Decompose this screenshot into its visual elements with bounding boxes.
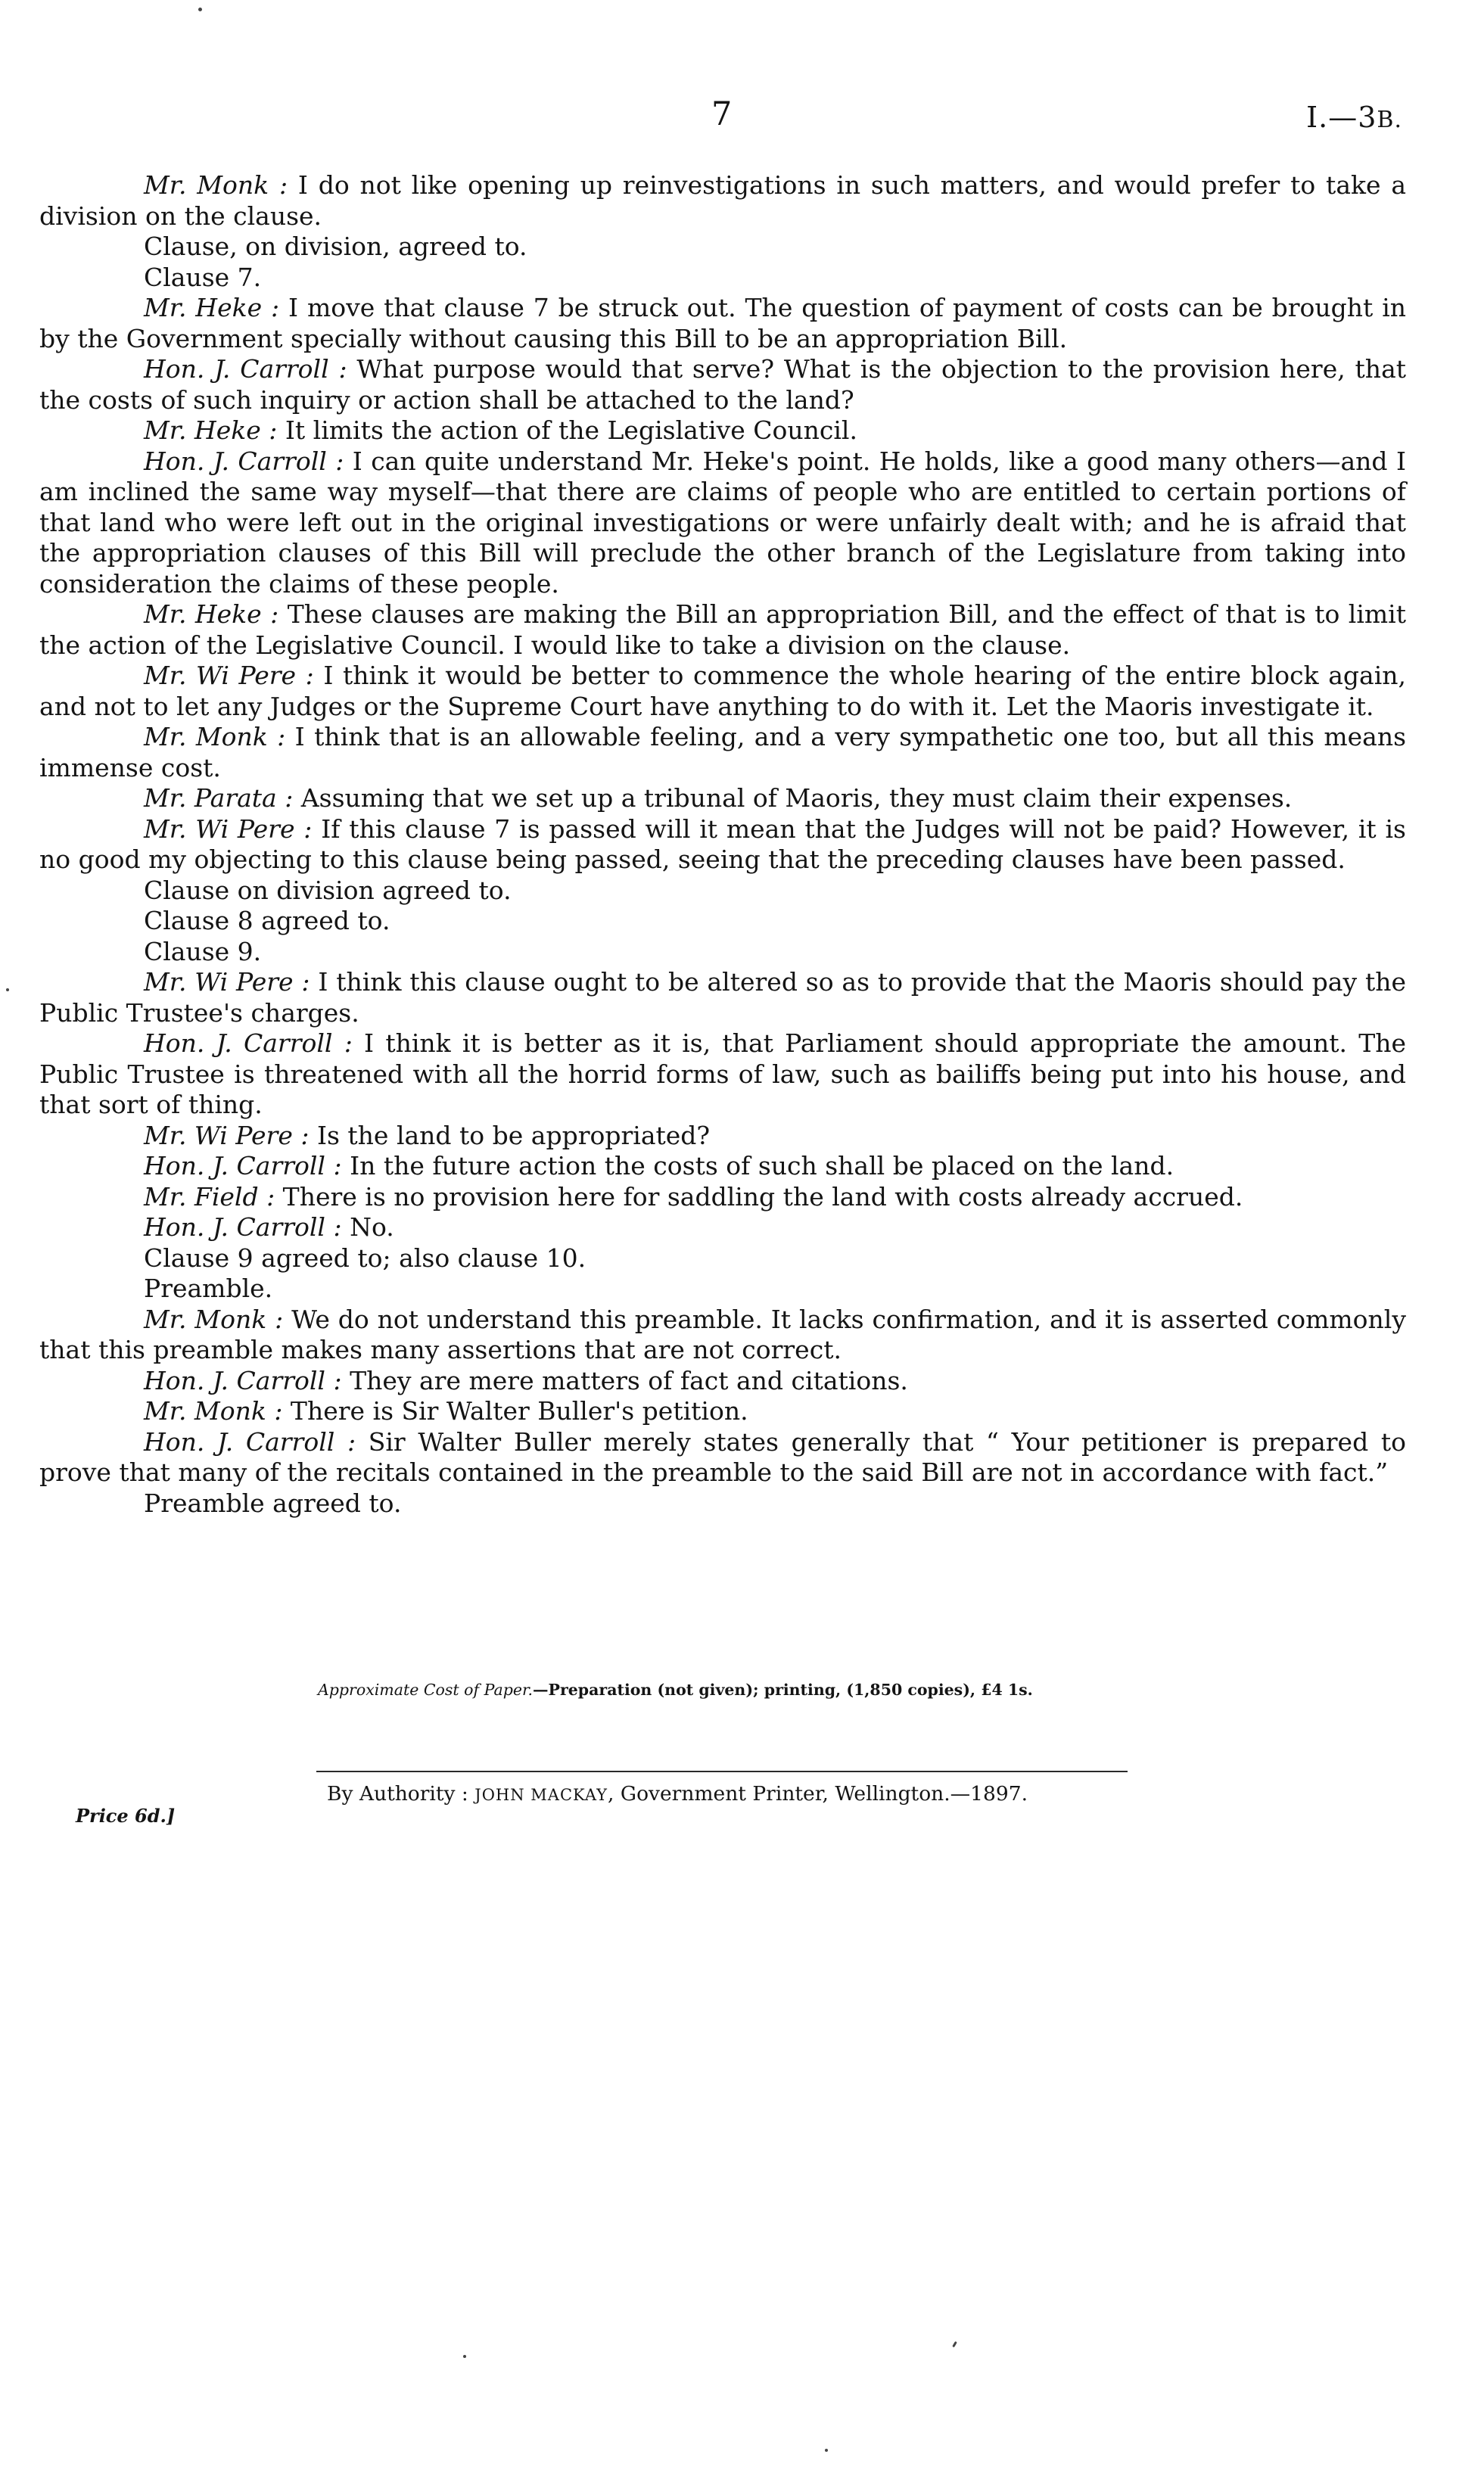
- speaker-name: Hon. J. Carroll :: [144, 1426, 356, 1457]
- document-reference-suffix: B.: [1377, 107, 1402, 133]
- printer-name: JOHN MACKAY: [474, 1786, 608, 1804]
- paragraph-text: I think this clause ought to be altered so as to provide that the Maoris should pay the Public Trustee's charges.: [39, 967, 1406, 1028]
- speech-paragraph: [39, 661, 1406, 722]
- procedure-paragraph: [39, 263, 1406, 294]
- document-reference: [1306, 100, 1402, 138]
- paragraph-text: No.: [341, 1212, 394, 1242]
- speech-paragraph: [39, 170, 1406, 232]
- speech-paragraph: [39, 1396, 1406, 1427]
- paragraph-text: We do not understand this preamble. It lacks confirmation, and it is asserted commonly that this preamble makes many assertions that are not correct.: [39, 1304, 1406, 1364]
- paragraph-text: If this clause 7 is passed will it mean that the Judges will not be paid? However, it is no good my objecting to this clause being passed, seeing that the preceding clauses have been passed.: [39, 813, 1406, 874]
- scan-speck: [6, 988, 9, 991]
- speaker-name: Hon. J. Carroll :: [144, 1151, 342, 1180]
- scan-speck: [825, 2449, 828, 2452]
- speaker-name: Mr. Wi Pere :: [144, 1120, 310, 1150]
- paragraph-text: Preamble.: [144, 1274, 273, 1303]
- paragraph-text: Clause, on division, agreed to.: [144, 232, 527, 261]
- proceedings-text: [39, 170, 1406, 1519]
- speech-paragraph: [39, 599, 1406, 661]
- speech-paragraph: [39, 1305, 1406, 1366]
- scan-speck: [463, 2355, 466, 2358]
- paragraph-text: These clauses are making the Bill an appropriation Bill, and the effect of that is to limit the action of the Legislative Council. I would like to take a division on the clause.: [39, 599, 1406, 660]
- speaker-name: Mr. Wi Pere :: [144, 661, 314, 690]
- speaker-name: Mr. Field :: [144, 1181, 275, 1212]
- paragraph-text: I think that is an allowable feeling, and a very sympathetic one too, but all this means immense cost.: [39, 722, 1407, 782]
- paragraph-text: Sir Walter Buller merely states generally that “ Your petitioner is prepared to prove that many of the recitals contained in the preamble to the said Bill are not in accordance with fact.”: [39, 1426, 1406, 1487]
- paragraph-text: Clause 9.: [144, 936, 262, 966]
- procedure-paragraph: [39, 937, 1406, 968]
- speaker-name: Hon. J. Carroll :: [144, 446, 344, 476]
- paragraph-text: I do not like opening up reinvestigations in such matters, and would prefer to take a division on the clause.: [39, 170, 1406, 231]
- procedure-paragraph: [39, 1274, 1406, 1305]
- page-number: 7: [711, 95, 733, 133]
- paragraph-text: It limits the action of the Legislative Council.: [277, 415, 857, 445]
- speech-paragraph: [39, 783, 1406, 814]
- speech-paragraph: [39, 1121, 1406, 1152]
- speaker-name: Mr. Monk :: [144, 1304, 284, 1334]
- paragraph-text: Clause on division agreed to.: [144, 875, 512, 905]
- speaker-name: Hon. J. Carroll :: [144, 1212, 342, 1242]
- procedure-paragraph: [39, 232, 1406, 263]
- speech-paragraph: [39, 1151, 1406, 1182]
- speech-paragraph: [39, 446, 1406, 600]
- paragraph-text: Clause 7.: [144, 262, 262, 292]
- scan-speck: [952, 2341, 957, 2347]
- paragraph-text: Preamble agreed to.: [144, 1488, 402, 1518]
- paragraph-text: In the future action the costs of such shall be placed on the land.: [341, 1151, 1174, 1180]
- speech-paragraph: [39, 293, 1406, 354]
- speaker-name: Mr. Monk :: [144, 722, 286, 751]
- speaker-name: Mr. Monk :: [144, 1396, 283, 1426]
- speech-paragraph: [39, 1028, 1406, 1121]
- paragraph-text: There is no provision here for saddling the land with costs already accrued.: [275, 1181, 1243, 1212]
- paragraph-text: There is Sir Walter Buller's petition.: [282, 1396, 748, 1426]
- paragraph-text: Is the land to be appropriated?: [309, 1120, 711, 1150]
- imprint-prefix: By Authority :: [327, 1782, 475, 1806]
- paragraph-text: What purpose would that serve? What is the objection to the provision here, that the costs of such inquiry or action shall be attached to the land?: [39, 354, 1406, 415]
- speech-paragraph: [39, 1212, 1406, 1243]
- speech-paragraph: [39, 722, 1406, 783]
- speech-paragraph: [39, 1182, 1406, 1213]
- scan-speck: [198, 8, 202, 11]
- paragraph-text: I can quite understand Mr. Heke's point. He holds, like a good many others—and I am inclined the same way myself—that there are claims of people who are entitled to certain portions of that land who were left out in the original investigations or were unfairly dealt with; and he is afraid that the appropriation clauses of this Bill will preclude the other branch of the Legislature from taking into consideration the claims of these people.: [39, 446, 1406, 599]
- procedure-paragraph: [39, 876, 1406, 907]
- imprint-suffix: , Government Printer, Wellington.—1897.: [608, 1782, 1028, 1806]
- speech-paragraph: [39, 1366, 1406, 1397]
- speech-paragraph: [39, 354, 1406, 415]
- speaker-name: Mr. Monk :: [144, 170, 288, 200]
- paragraph-text: Assuming that we set up a tribunal of Maoris, they must claim their expenses.: [293, 783, 1293, 813]
- price-note: Price 6d.]: [76, 1805, 176, 1827]
- paragraph-text: I think it would be better to commence the whole hearing of the entire block again, and not to let any Judges or the Supreme Court have anything to do with it. Let the Maoris investigate it.: [39, 661, 1406, 721]
- speaker-name: Mr. Heke :: [144, 599, 279, 629]
- paragraph-text: Clause 8 agreed to.: [144, 906, 390, 935]
- footer-rule: [316, 1771, 1128, 1772]
- paragraph-text: I move that clause 7 be struck out. The question of payment of costs can be brought in by the Government specially without causing this Bill to be an appropriation Bill.: [39, 293, 1406, 353]
- procedure-paragraph: [39, 1243, 1406, 1274]
- paragraph-text: I think it is better as it is, that Parliament should appropriate the amount. The Public Trustee is threatened with all the horrid forms of law, such as bailiffs being put into his house, and that sort of thing.: [39, 1028, 1406, 1119]
- speaker-name: Mr. Heke :: [144, 293, 280, 322]
- paragraph-text: They are mere matters of fact and citations.: [341, 1365, 908, 1395]
- speech-paragraph: [39, 967, 1406, 1028]
- speaker-name: Mr. Wi Pere :: [144, 967, 310, 997]
- printer-imprint: [327, 1781, 1028, 1808]
- speech-paragraph: [39, 1427, 1406, 1488]
- cost-note: [318, 1678, 1033, 1701]
- speaker-name: Mr. Wi Pere :: [144, 813, 313, 844]
- speaker-name: Mr. Heke :: [144, 415, 278, 445]
- speech-paragraph: [39, 415, 1406, 446]
- speaker-name: Hon. J. Carroll :: [144, 1028, 353, 1058]
- speaker-name: Hon. J. Carroll :: [144, 1365, 342, 1395]
- procedure-paragraph: [39, 906, 1406, 937]
- procedure-paragraph: [39, 1488, 1406, 1520]
- speech-paragraph: [39, 814, 1406, 876]
- speaker-name: Mr. Parata :: [144, 783, 294, 813]
- paragraph-text: Clause 9 agreed to; also clause 10.: [144, 1243, 586, 1273]
- document-reference-prefix: I.—3: [1306, 101, 1377, 134]
- cost-label: Approximate Cost of Paper.: [318, 1681, 534, 1699]
- cost-details: —Preparation (not given); printing, (1,850 copies), £4 1s.: [533, 1681, 1033, 1699]
- speaker-name: Hon. J. Carroll :: [144, 354, 347, 384]
